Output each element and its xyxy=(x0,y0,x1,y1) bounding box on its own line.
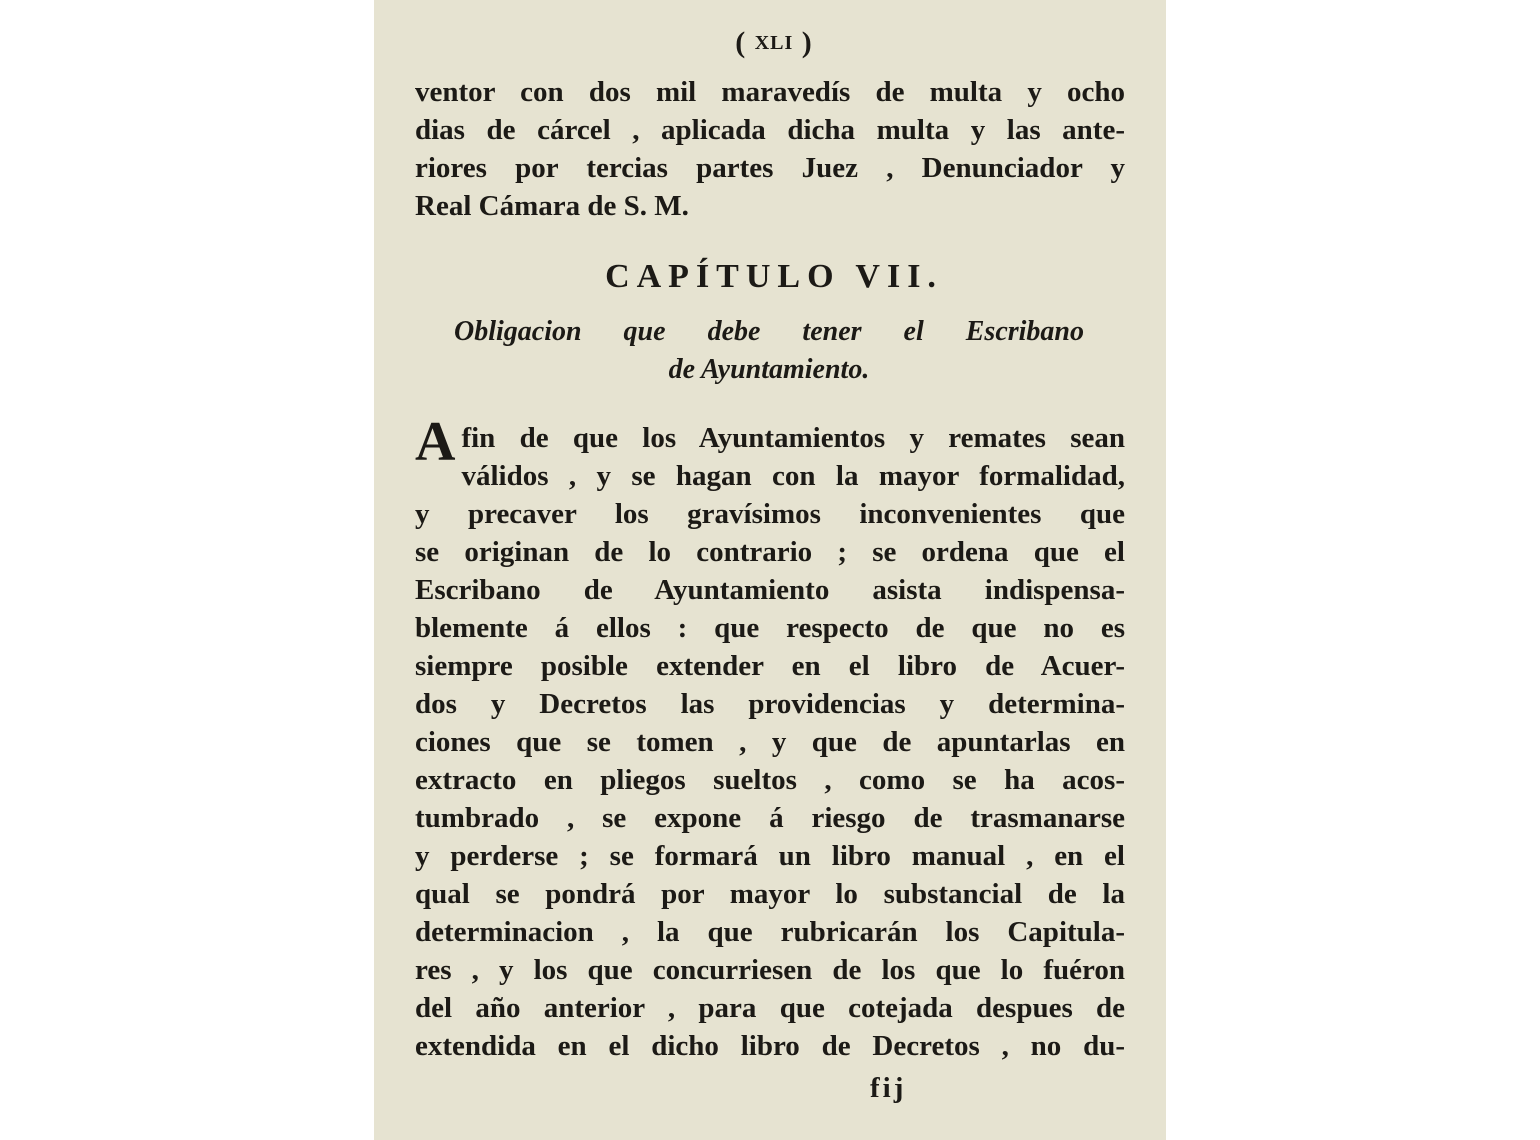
text-line: riores por tercias partes Juez , Denunciador y xyxy=(415,152,1125,184)
text-line: dias de cárcel , aplicada dicha multa y las ante- xyxy=(415,114,1125,146)
paragraph-top xyxy=(415,73,1125,225)
text-line: válidos , y se hagan con la mayor formalidad, xyxy=(461,460,1125,492)
drop-cap: A xyxy=(415,411,456,473)
text-line: res , y los que concurriesen de los que lo fuéron xyxy=(415,954,1125,986)
first-line-text: fin de que los Ayuntamientos y remates sean xyxy=(461,422,1125,454)
text-line: del año anterior , para que cotejada despues de xyxy=(415,992,1125,1024)
text-line: blemente á ellos : que respecto de que no es xyxy=(415,612,1125,644)
folio-number: XLI xyxy=(754,32,794,54)
text-line: extendida en el dicho libro de Decretos , no du- xyxy=(415,1030,1125,1062)
chapter-subtitle-line1: Obligacion que debe tener el Escribano xyxy=(454,316,1084,347)
text-line: tumbrado , se expone á riesgo de trasmanarse xyxy=(415,802,1125,834)
folio-open-paren: ( xyxy=(735,26,747,59)
page-number xyxy=(374,26,1174,60)
text-line: Escribano de Ayuntamiento asista indispensa- xyxy=(415,574,1125,606)
text-line: determinacion , la que rubricarán los Capitula- xyxy=(415,916,1125,948)
catchword: fij xyxy=(870,1072,907,1104)
text-line: ventor con dos mil maravedís de multa y ocho xyxy=(415,76,1125,108)
chapter-subtitle-line2: de Ayuntamiento. xyxy=(668,354,870,385)
text-line-first xyxy=(415,411,1125,473)
folio-close-paren: ) xyxy=(801,26,813,59)
text-line: y perderse ; se formará un libro manual , en el xyxy=(415,840,1125,872)
text-line: siempre posible extender en el libro de Acuer- xyxy=(415,650,1125,682)
text-line: ciones que se tomen , y que de apuntarlas en xyxy=(415,726,1125,758)
text-line: dos y Decretos las providencias y determina- xyxy=(415,688,1125,720)
text-line: extracto en pliegos sueltos , como se ha acos- xyxy=(415,764,1125,796)
text-line: qual se pondrá por mayor lo substancial de la xyxy=(415,878,1125,910)
book-page xyxy=(374,0,1166,1140)
text-line: y precaver los gravísimos inconvenientes que xyxy=(415,498,1125,530)
paragraph-main xyxy=(415,411,1125,1065)
text-line: Real Cámara de S. M. xyxy=(415,190,689,222)
chapter-title: CAPÍTULO VII. xyxy=(605,258,943,295)
text-line: se originan de lo contrario ; se ordena que el xyxy=(415,536,1125,568)
